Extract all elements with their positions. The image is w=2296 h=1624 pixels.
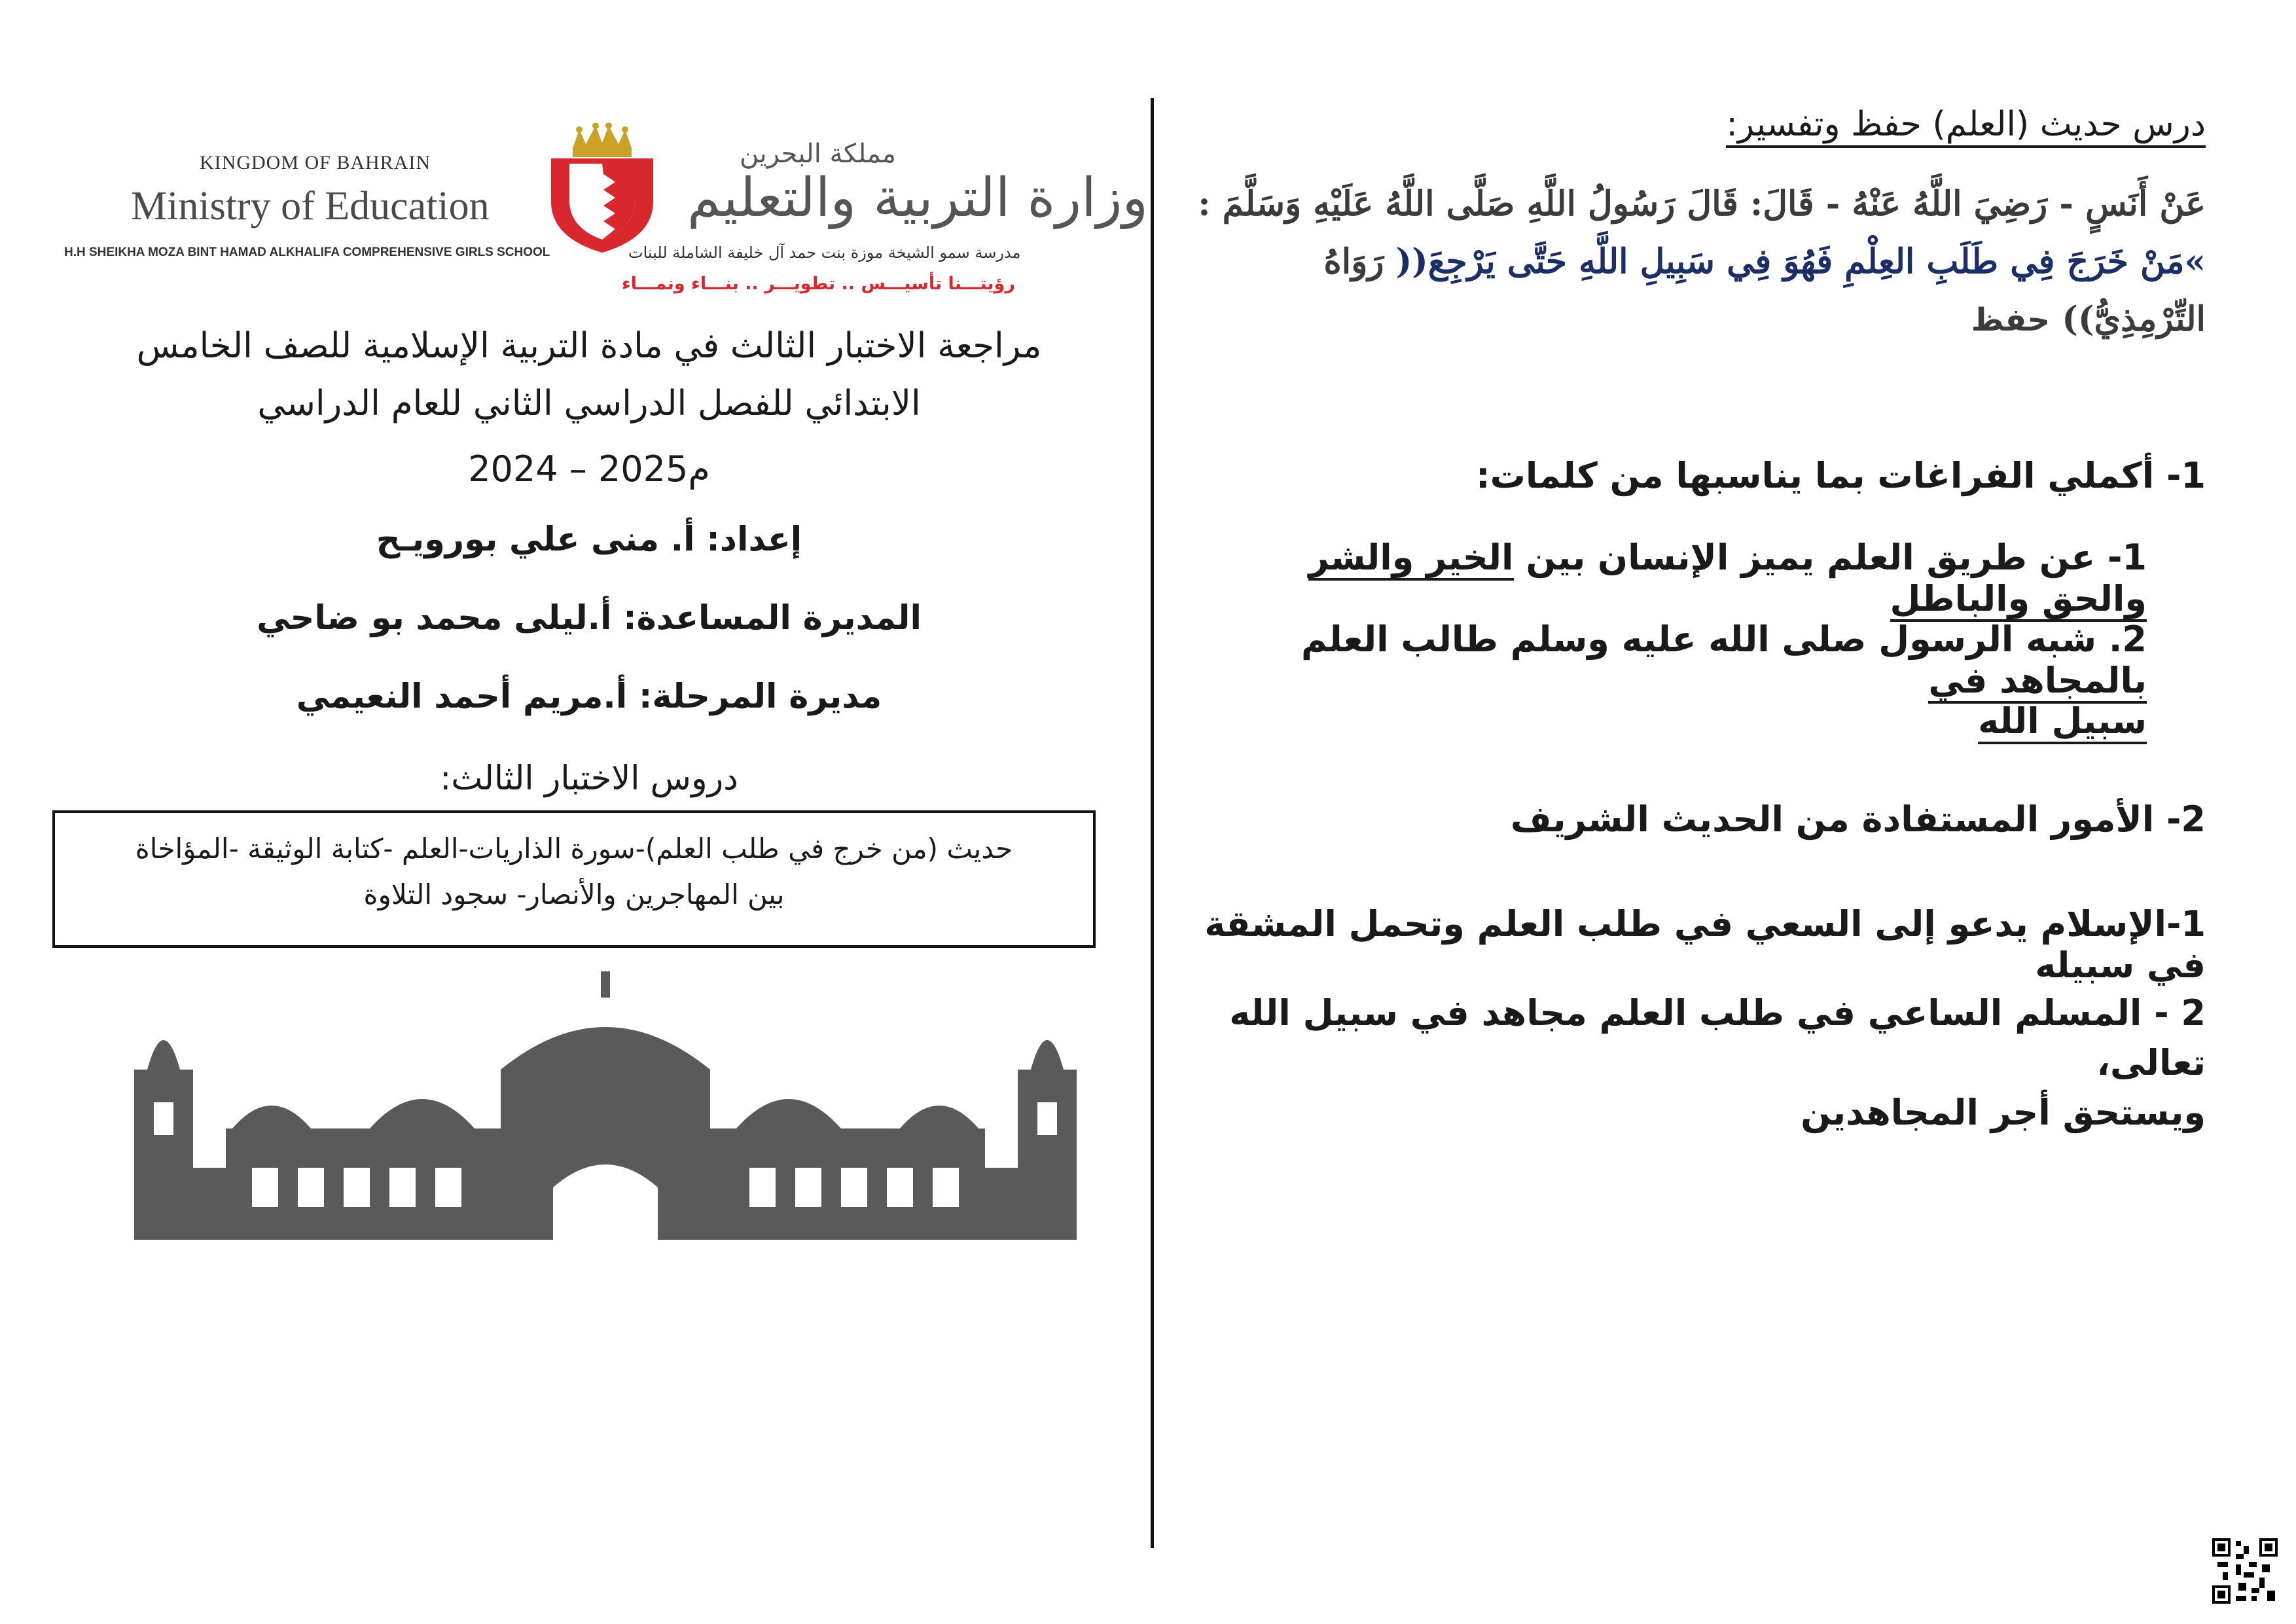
- ministry-en: Ministry of Education: [131, 184, 490, 228]
- hadith-text: [1198, 175, 2206, 349]
- lesson-heading: درس حديث (العلم) حفظ وتفسير:: [1198, 105, 2206, 144]
- benefit-2: 2 - المسلم الساعي في طلب العلم مجاهد في سبيل الله تعالى، ويستحق أجر المجاهدين: [1229, 992, 2206, 1133]
- hadith-narrator-2: التِّرْمِذِيُّ)): [2062, 299, 2206, 339]
- question-2-title: 2- الأمور المستفادة من الحديث الشريف: [1510, 799, 2206, 840]
- question-1-item-b-cont: [1198, 700, 2206, 742]
- column-divider: [1151, 98, 1154, 1548]
- cover-title: مراجعة الاختبار الثالث في مادة التربية الإسلامية للصف الخامس الابتدائي للفصل الدراسي الثاني للعام الدراسي: [136, 326, 1042, 424]
- stage-principal: مديرة المرحلة: أ.مريم أحمد النعيمي: [296, 677, 882, 716]
- assistant-principal: المديرة المساعدة: أ.ليلى محمد بو ضاحي: [257, 599, 922, 638]
- school-name-ar: مدرسة سمو الشيخة موزة بنت حمد آل خليفة الشاملة للبنات: [628, 244, 1021, 262]
- question-1-item-b: 2. شبه الرسول صلى الله عليه وسلم طالب العلم بالمجاهد في: [1198, 619, 2206, 701]
- vision-slogan: رؤيتـــنا تأسيـــس .. تطويـــر .. بنـــاء ونمـــاء: [622, 274, 1015, 294]
- hadith-narrator-1: رَوَاهُ: [1323, 242, 1384, 281]
- kingdom-ar: مملكة البحرين: [740, 139, 896, 169]
- question-1-item-a: 1- عن طريق العلم يميز الإنسان بين الخير والشر والحق والباطل: [1198, 537, 2206, 619]
- bahrain-crest-icon: [543, 123, 661, 254]
- hadith-chain: عَنْ أَنَسٍ - رَضِيَ اللَّهُ عَنْهُ - قَالَ: قَالَ رَسُولُ اللَّهِ صَلَّى اللَّهُ عَلَيْهِ وَسَلَّمَ :: [1198, 184, 2206, 224]
- prepared-by: إعداد: أ. منى علي بورويـح: [376, 520, 802, 559]
- lessons-heading: دروس الاختبار الثالث:: [440, 759, 738, 798]
- ministry-ar: وزارة التربية والتعليم: [687, 167, 1149, 229]
- academic-year: 2024 – 2025م: [468, 448, 710, 490]
- school-name-en: H.H SHEIKHA MOZA BINT HAMAD ALKHALIFA COMPREHENSIVE GIRLS SCHOOL: [64, 245, 550, 259]
- hadith-memorize: حفظ: [1971, 302, 2051, 338]
- benefit-1: 1-الإسلام يدعو إلى السعي في طلب العلم وتحمل المشقة في سبيله: [1204, 903, 2206, 986]
- hadith-quote: »مَنْ خَرَجَ فِي طَلَبِ العِلْمِ فَهُوَ فِي سَبِيلِ اللَّهِ حَتَّى يَرْجِعَ((: [1395, 242, 2206, 281]
- question-1-title: 1- أكملي الفراغات بما يناسبها من كلمات:: [1476, 455, 2206, 496]
- qr-code-icon: [2212, 1538, 2278, 1604]
- answer-1a: الخير والشر والحق والباطل: [1308, 537, 2147, 622]
- lessons-box: حديث (من خرج في طلب العلم)-سورة الذاريات-العلم -كتابة الوثيقة -المؤاخاة بين المهاجرين والأنصار- سجود التلاوة: [52, 810, 1096, 948]
- hadith-quote-line: [1198, 233, 2206, 291]
- hadith-narrator-line: [1198, 291, 2206, 349]
- answer-1b-part2: سبيل الله: [1978, 700, 2147, 744]
- answer-1b-part1: بالمجاهد في: [1928, 660, 2147, 704]
- mosque-illustration: [134, 971, 1077, 1240]
- kingdom-en: KINGDOM OF BAHRAIN: [200, 152, 431, 173]
